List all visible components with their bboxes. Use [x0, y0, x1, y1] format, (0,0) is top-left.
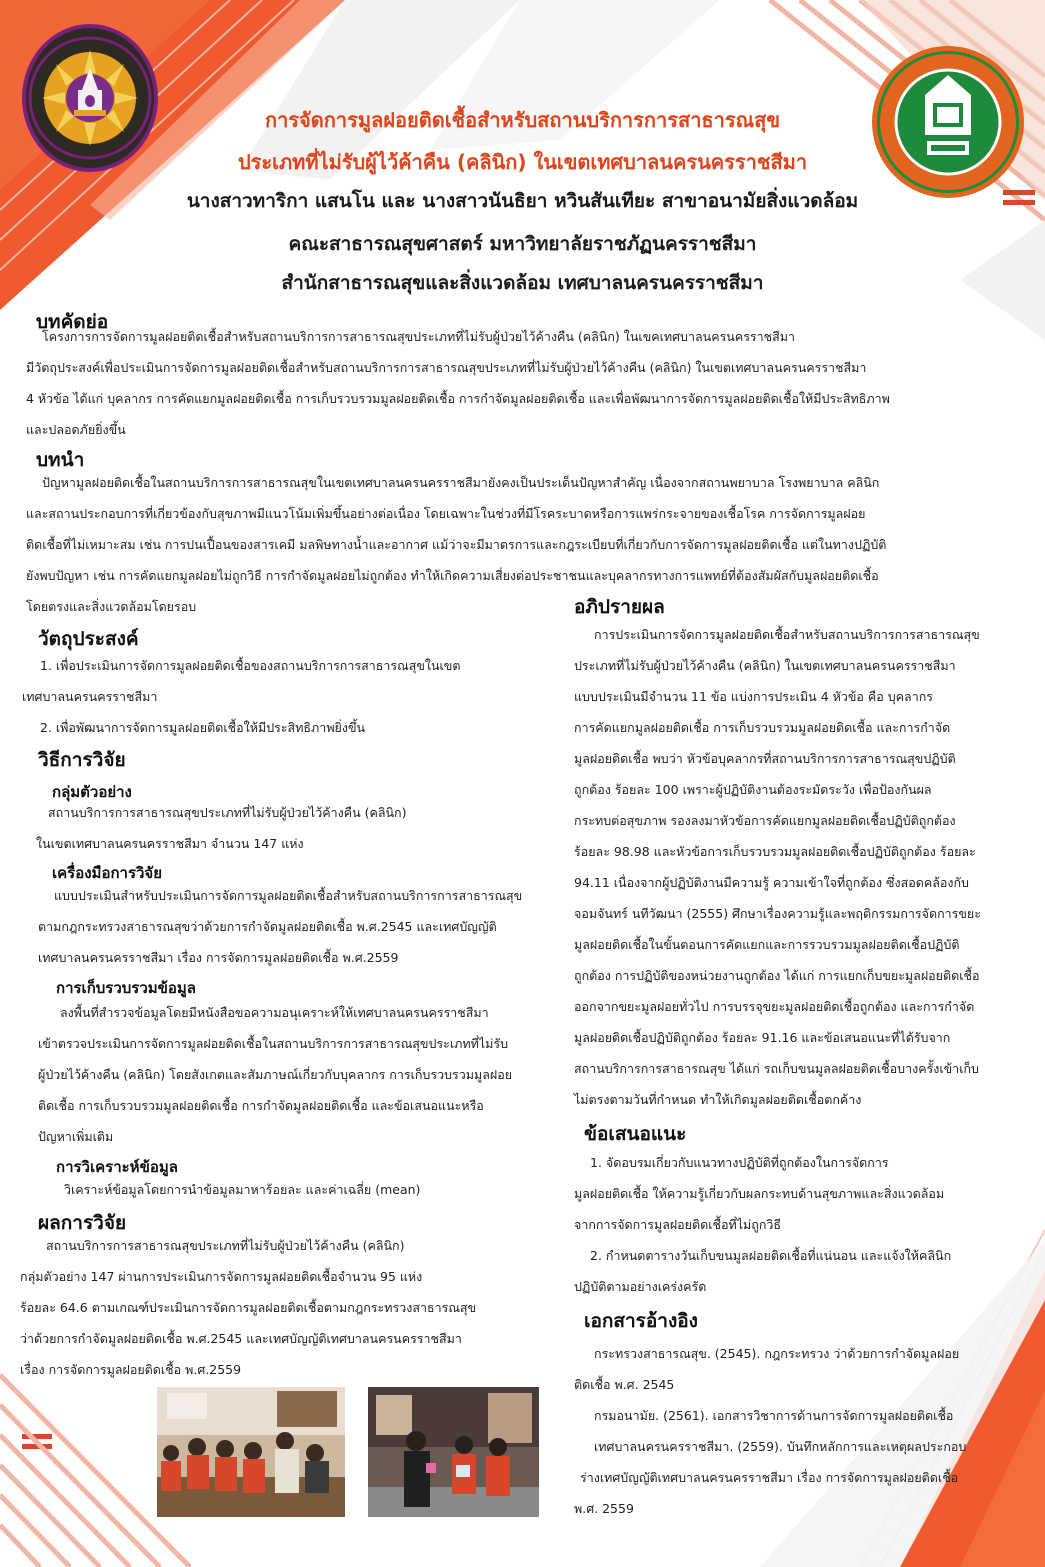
methods-heading: วิธีการวิจัย	[38, 749, 126, 771]
text-line: การประเมินการจัดการมูลฝอยติดเชื้อสำหรับสถานบริการการสาธารณสุข	[594, 627, 980, 642]
poster-authors: นางสาวทาริกา แสนโน และ นางสาวนันธิยา หวินสันเทียะ สาขาอนามัยสิ่งแวดล้อม	[186, 190, 859, 212]
text-line: ร้อยละ 64.6 ตามเกณฑ์ประเมินการจัดการมูลฝอยติดเชื้อตามกฎกระทรวงสาธารณสุข	[20, 1300, 477, 1315]
analysis-body	[60, 1174, 550, 1205]
text-line: การคัดแยกมูลฝอยติดเชื้อ การเก็บรวบรวมมูลฝอยติดเชื้อ และการกำจัด	[574, 720, 951, 735]
tools-heading: เครื่องมือการวิจัย	[52, 864, 163, 882]
text-line: ในเขตเทศบาลนครนครราชสีมา จำนวน 147 แห่ง	[36, 836, 304, 851]
text-line: สถานบริการการสาธารณสุข ได้แก่ รถเก็บขนมูลลฝอยติดเชื้อบางครั้งเข้าเก็บ	[574, 1061, 979, 1076]
text-line: ปัญหาเพิ่มเติม	[38, 1129, 114, 1144]
text-line: ร้อยละ 98.98 และหัวข้อการเก็บรวบรวมมูลฝอยติดเชื้อปฏิบัติถูกต้อง ร้อยละ	[574, 844, 976, 859]
text-line: ถูกต้อง การปฏิบัติของหน่วยงานถูกต้อง ได้แก่ การแยกเก็บขยะมูลฝอยติดเชื้อ	[574, 968, 980, 983]
text-line: โดยตรงและสิ่งแวดล้อมโดยรอบ	[26, 599, 197, 614]
text-line: กระทบต่อสุขภาพ รองลงมาหัวข้อการคัดแยกมูลฝอยติดเชื้อปฏิบัติถูกต้อง	[574, 813, 956, 828]
intro-body	[26, 467, 1016, 622]
sample-body	[36, 797, 546, 859]
university-seal-icon	[22, 24, 158, 172]
text-line: แบบประเมินสำหรับประเมินการจัดการมูลฝอยติดเชื้อสำหรับสถานบริการการสาธารณสุข	[54, 888, 523, 903]
sample-heading: กลุ่มตัวอย่าง	[52, 783, 132, 801]
clinic-photo-assessment	[368, 1387, 539, 1517]
text-line: 4 หัวข้อ ได้แก่ บุคลากร การคัดแยกมูลฝอยติดเชื้อ การเก็บรวบรวมมูลฝอยติดเชื้อ การกำจัดมูลฝอยติดเชื้อ และเพื่อพัฒนาการจัดการมูลฝอยติดเชื้อให้มีประสิทธิภาพ	[26, 391, 890, 406]
text-line: ติดเชื้อ การเก็บรวบรวมมูลฝอยติดเชื้อ การกำจัดมูลฝอยติดเชื้อ และข้อเสนอแนะหรือ	[38, 1098, 484, 1113]
text-line: มูลฝอยติดเชื้อ ให้ความรู้เกี่ยวกับผลกระทบด้านสุขภาพและสิ่งแวดล้อม	[574, 1186, 945, 1201]
text-line: จากการจัดการมูลฝอยติดเชื้อที่ไม่ถูกวิธี	[574, 1217, 782, 1232]
text-line: ประเภทที่ไม่รับผู้ป่วยไว้ค้างคืน (คลินิก) ในเขตเทศบาลนครนครราชสีมา	[574, 658, 956, 673]
reference-item: กระทรวงสาธารณสุข. (2545). กฎกระทรวง ว่าด้วยการกำจัดมูลฝอย	[594, 1346, 960, 1361]
text-line: และสถานประกอบการที่เกี่ยวข้องกับสุขภาพมีแนวโน้มเพิ่มขึ้นอย่างต่อเนื่อง โดยเฉพาะในช่วงที่มีโรคระบาดหรือการแพร่กระจายของเชื้อโรค การจัดการมูลฝอย	[26, 506, 866, 521]
text-line: ปัญหามูลฝอยติดเชื้อในสถานบริการการสาธารณสุขในเขตเทศบาลนครนครราชสีมายังคงเป็นประเด็นปัญหาสำคัญ เนื่องจากสถานพยาบาล โรงพยาบาล คลินิก	[42, 475, 880, 490]
references-body	[574, 1338, 1034, 1524]
results-heading: ผลการวิจัย	[38, 1212, 127, 1234]
text-line: ตามกฎกระทรวงสาธารณสุขว่าด้วยการกำจัดมูลฝอยติดเชื้อ พ.ศ.2545 และเทศบัญญัติ	[38, 919, 497, 934]
text-line: ติดเชื้อที่ไม่เหมาะสม เช่น การปนเปื้อนของสารเคมี มลพิษทางน้ำและอากาศ แม้ว่าจะมีมาตรการและกฎระเบียบที่เกี่ยวกับการจัดการมูลฝอยติดเชื้อ แต่ในทางปฏิบัติ	[26, 537, 887, 552]
text-line: ออกจากขยะมูลฝอยทั่วไป การบรรจุขยะมูลฝอยติดเชื้อถูกต้อง และการกำจัด	[574, 999, 975, 1014]
collection-body	[38, 997, 558, 1152]
poster-title-line1: การจัดการมูลฝอยติดเชื้อสำหรับสถานบริการการสาธารณสุข	[264, 108, 781, 132]
suggestions-body	[574, 1147, 1034, 1302]
municipality-seal-icon	[872, 46, 1024, 198]
abstract-body	[26, 321, 1016, 445]
text-line: มูลฝอยติดเชื้อปฏิบัติถูกต้อง ร้อยละ 91.16 และข้อเสนอแนะที่ได้รับจาก	[574, 1030, 951, 1045]
collection-heading: การเก็บรวบรวมข้อมูล	[56, 979, 197, 997]
text-line: เข้าตรวจประเมินการจัดการมูลฝอยติดเชื้อในสถานบริการการสาธารณสุขประเภทที่ไม่รับ	[38, 1036, 509, 1051]
text-line: สถานบริการการสาธารณสุขประเภทที่ไม่รับผู้ป่วยไว้ค้างคืน (คลินิก)	[46, 1238, 405, 1253]
text-line: มูลฝอยติดเชื้อ พบว่า หัวข้อบุคลากรที่สถานบริการการสาธารณสุขปฏิบัติ	[574, 751, 956, 766]
reference-item: ติดเชื้อ พ.ศ. 2545	[574, 1377, 675, 1392]
poster-affiliation-faculty: คณะสาธารณสุขศาสตร์ มหาวิทยาลัยราชภัฏนครราชสีมา	[288, 233, 757, 255]
objectives-body	[22, 650, 542, 743]
reference-item: กรมอนามัย. (2561). เอกสารวิชาการด้านการจัดการมูลฝอยติดเชื้อ	[594, 1408, 954, 1423]
text-line: และปลอดภัยยิ่งขึ้น	[26, 422, 126, 437]
discussion-body	[574, 619, 1034, 1115]
text-line: จอมจันทร์ นทีวัฒนา (2555) ศึกษาเรื่องความรู้และพฤติกรรมการจัดการขยะ	[574, 906, 981, 921]
text-line: ถูกต้อง ร้อยละ 100 เพราะผู้ปฏิบัติงานต้องระมัดระวัง เพื่อป้องกันผล	[574, 782, 932, 797]
text-line: 2. กำหนดตารางวันเก็บขนมูลฝอยติดเชื้อที่แน่นอน และแจ้งให้คลินิก	[590, 1248, 952, 1263]
poster-title-line2: ประเภทที่ไม่รับผู้ไว้ค้าคืน (คลินิก) ในเขตเทศบาลนครนครราชสีมา	[237, 150, 808, 174]
text-line: สถานบริการการสาธารณสุขประเภทที่ไม่รับผู้ป่วยไว้ค้างคืน (คลินิก)	[48, 805, 407, 820]
text-line: เทศบาลนครนครราชสีมา	[22, 689, 158, 704]
analysis-heading: การวิเคราะห์ข้อมูล	[56, 1158, 178, 1176]
text-line: 1. เพื่อประเมินการจัดการมูลฝอยติดเชื้อของสถานบริการการสาธารณสุขในเขต	[40, 658, 461, 673]
text-line: มีวัตถุประสงค์เพื่อประเมินการจัดการมูลฝอยติดเชื้อสำหรับสถานบริการการสาธารณสุขประเภทที่ไม่รับผู้ป่วยไว้ค้างคืน (คลินิก) ในเขตเทศบาลนครนครราชสีมา	[26, 360, 867, 375]
text-line: ผู้ป่วยไว้ค้างคืน (คลินิก) โดยสังเกตและสัมภาษณ์เกี่ยวกับบุคลากร การเก็บรวบรวมมูลฝอย	[38, 1067, 513, 1082]
text-line: ไม่ตรงตามวันที่กำหนด ทำให้เกิดมูลฝอยติดเชื้อตกค้าง	[574, 1092, 862, 1107]
text-line: เรื่อง การจัดการมูลฝอยติดเชื้อ พ.ศ.2559	[20, 1362, 242, 1377]
reference-item: เทศบาลนครนครราชสีมา. (2559). บันทึกหลักการและเหตุผลประกอบ	[594, 1439, 967, 1454]
suggestions-heading: ข้อเสนอแนะ	[584, 1123, 687, 1145]
text-line: มูลฝอยติดเชื้อในขั้นตอนการคัดแยกและการรวบรวมมูลฝอยติดเชื้อปฏิบัติ	[574, 937, 960, 952]
abstract-heading: บทคัดย่อ	[36, 311, 109, 333]
discussion-heading: อภิปรายผล	[574, 596, 665, 618]
text-line: เทศบาลนครนครราชสีมา เรื่อง การจัดการมูลฝอยติดเชื้อ พ.ศ.2559	[38, 950, 399, 965]
reference-item: พ.ศ. 2559	[574, 1501, 634, 1516]
text-line: แบบประเมินมีจำนวน 11 ข้อ แบ่งการประเมิน 4 หัวข้อ คือ บุคลากร	[574, 689, 934, 704]
clinic-photo-interview	[157, 1387, 345, 1517]
text-line: ลงพื้นที่สำรวจข้อมูลโดยมีหนังสือขอความอนุเคราะห์ให้เทศบาลนครนครราชสีมา	[60, 1005, 489, 1020]
text-line: ปฏิบัติตามอย่างเคร่งครัด	[574, 1279, 707, 1294]
text-line: 94.11 เนื่องจากผู้ปฏิบัติงานมีความรู้ ความเข้าใจที่ถูกต้อง ซึ่งสอดคล้องกับ	[574, 875, 969, 890]
poster-affiliation-office: สำนักสาธารณสุขและสิ่งแวดล้อม เทศบาลนครนครราชสีมา	[281, 272, 764, 294]
tools-body	[38, 880, 558, 973]
intro-heading: บทนำ	[36, 449, 85, 471]
references-heading: เอกสารอ้างอิง	[584, 1310, 698, 1332]
text-line: ว่าด้วยการกำจัดมูลฝอยติดเชื้อ พ.ศ.2545 และเทศบัญญัติเทศบาลนครนครราชสีมา	[20, 1331, 462, 1346]
results-body	[20, 1230, 550, 1385]
text-line: กลุ่มตัวอย่าง 147 ผ่านการประเมินการจัดการมูลฝอยติดเชื้อจำนวน 95 แห่ง	[20, 1269, 423, 1284]
text-line: 1. จัดอบรมเกี่ยวกับแนวทางปฏิบัติที่ถูกต้องในการจัดการ	[590, 1155, 889, 1170]
reference-item: ร่างเทศบัญญัติเทศบาลนครนครราชสีมา เรื่อง การจัดการมูลฝอยติดเชื้อ	[580, 1470, 959, 1485]
objectives-heading: วัตถุประสงค์	[38, 628, 139, 650]
text-line: โครงการการจัดการมูลฝอยติดเชื้อสำหรับสถานบริการการสาธารณสุขประเภทที่ไม่รับผู้ป่วยไว้ค้างคืน (คลินิก) ในเขคเทศบาลนครนครราชสีมา	[42, 329, 796, 344]
text-line: ยังพบปัญหา เช่น การคัดแยกมูลฝอยไม่ถูกวิธี การกำจัดมูลฝอยไม่ถูกต้อง ทำให้เกิดความเสี่ยงต่อประชาชนและบุคลากรทางการแพทย์ที่ต้องสัมผัสกับมูลฝอยติดเชื้อ	[26, 568, 879, 583]
text-line: วิเคราะห์ข้อมูลโดยการนำข้อมูลมาหาร้อยละ และค่าเฉลี่ย (mean)	[64, 1182, 421, 1197]
text-line: 2. เพื่อพัฒนาการจัดการมูลฝอยติดเชื้อให้มีประสิทธิภาพยิ่งขึ้น	[40, 720, 366, 735]
